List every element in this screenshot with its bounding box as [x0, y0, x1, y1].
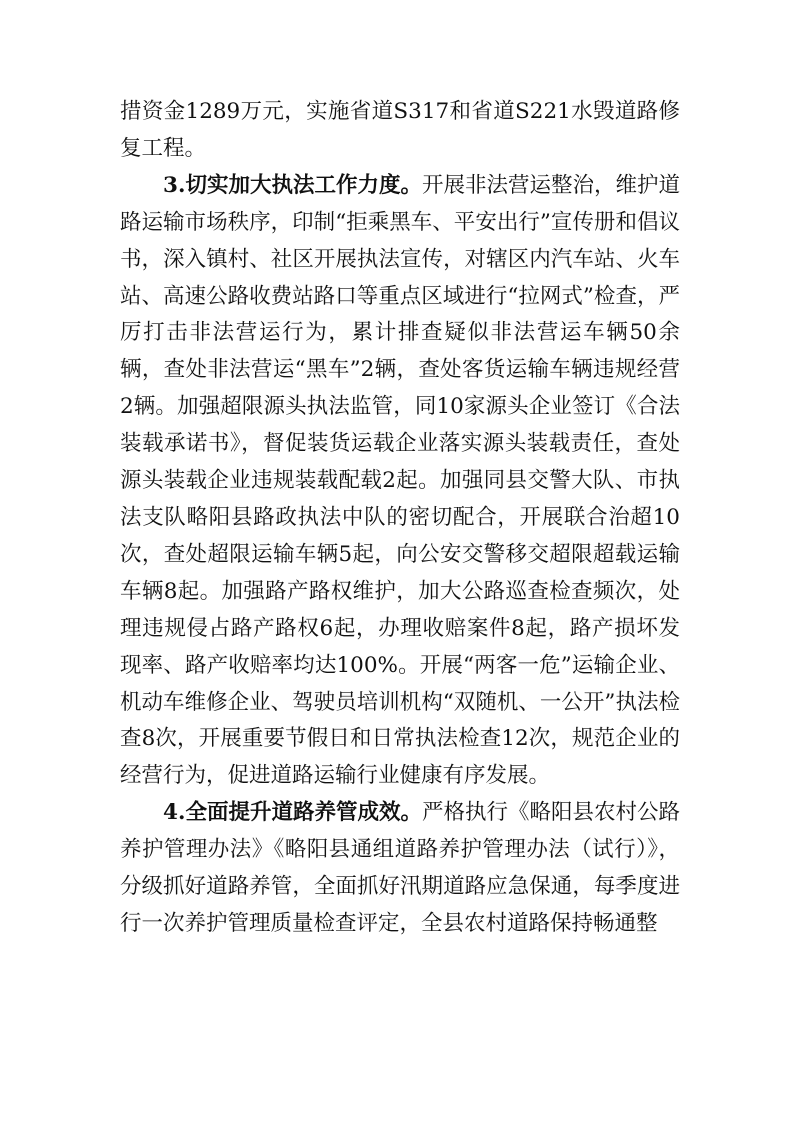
paragraph-section-4 [120, 795, 680, 943]
section-4-heading: 4.全面提升道路养管成效。 [163, 800, 422, 826]
section-4-text: 严格执行《略阳县农村公路养护管理办法》《略阳县通组道路养护管理办法（试行）》，分级抓好道路养管，全面抓好汛期道路应急保通，每季度进行一次养护管理质量检查评定，全县农村道路保持畅通整 [120, 800, 680, 936]
document-body [120, 94, 680, 943]
section-3-text: 开展非法营运整治，维护道路运输市场秩序，印制“拒乘黑车、平安出行”宣传册和倡议书，深入镇村、社区开展执法宣传，对辖区内汽车站、火车站、高速公路收费站路口等重点区域进行“拉网式”检查，严厉打击非法营运行为，累计排查疑似非法营运车辆50余辆，查处非法营运“黑车”2辆，查处客货运输车辆违规经营2辆。加强超限源头执法监管，同10家源头企业签订《合法装载承诺书》，督促装货运载企业落实源头装载责任，查处源头装载企业违规装载配载2起。加强同县交警大队、市执法支队略阳县路政执法中队的密切配合，开展联合治超10次，查处超限运输车辆5起，向公安交警移交超限超载运输车辆8起。加强路产路权维护，加大公路巡查检查频次，处理违规侵占路产路权6起，办理收赔案件8起，路产损坏发现率、路产收赔率均达100%。开展“两客一危”运输企业、机动车维修企业、驾驶员培训机构“双随机、一公开”执法检查8次，开展重要节假日和日常执法检查12次，规范企业的经营行为，促进道路运输行业健康有序发展。 [120, 172, 680, 789]
paragraph-continued-text: 措资金1289万元，实施省道S317和省道S221水毁道路修复工程。 [120, 99, 680, 161]
section-3-heading: 3.切实加大执法工作力度。 [163, 172, 422, 198]
paragraph-section-3 [120, 168, 680, 795]
paragraph-continued [120, 94, 680, 168]
